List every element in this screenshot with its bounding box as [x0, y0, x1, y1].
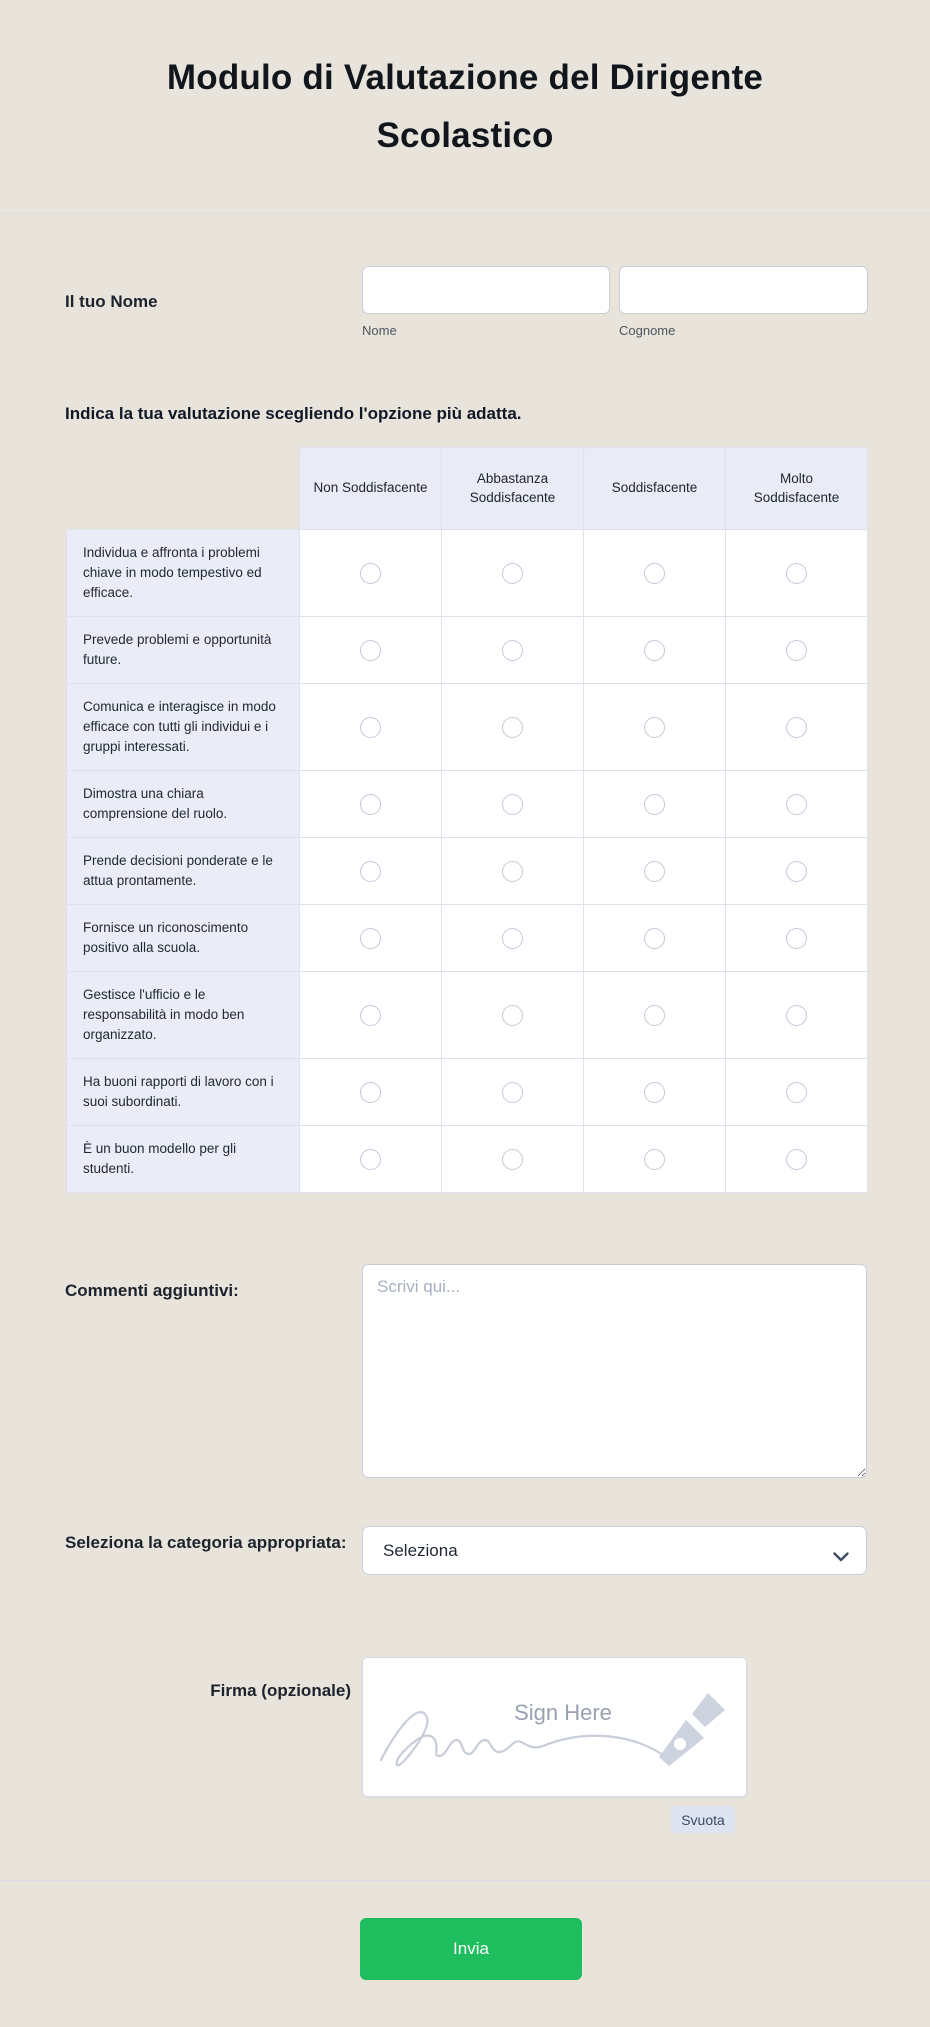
- radio-button[interactable]: [360, 1149, 381, 1170]
- rating-row: [67, 530, 868, 617]
- radio-button[interactable]: [644, 928, 665, 949]
- last-name-input[interactable]: [619, 266, 868, 314]
- rating-radio-cell[interactable]: [442, 905, 584, 972]
- rating-radio-cell[interactable]: [584, 684, 726, 771]
- radio-button[interactable]: [786, 794, 807, 815]
- radio-button[interactable]: [786, 861, 807, 882]
- rating-radio-cell[interactable]: [442, 684, 584, 771]
- chevron-down-icon: [833, 1547, 849, 1567]
- rating-column-header: Molto Soddisfacente: [726, 448, 868, 530]
- rating-radio-cell[interactable]: [442, 771, 584, 838]
- radio-button[interactable]: [502, 1149, 523, 1170]
- rating-radio-cell[interactable]: [726, 771, 868, 838]
- radio-button[interactable]: [502, 794, 523, 815]
- rating-row: [67, 1126, 868, 1193]
- radio-button[interactable]: [502, 717, 523, 738]
- rating-radio-cell[interactable]: [584, 617, 726, 684]
- rating-heading: Indica la tua valutazione scegliendo l'opzione più adatta.: [65, 404, 522, 423]
- rating-column-header: Soddisfacente: [584, 448, 726, 530]
- rating-row: [67, 771, 868, 838]
- rating-row-label: Prevede problemi e opportunità future.: [67, 617, 300, 684]
- submit-button[interactable]: Invia: [360, 1918, 582, 1980]
- rating-row-label: Dimostra una chiara comprensione del ruolo.: [67, 771, 300, 838]
- radio-button[interactable]: [644, 1082, 665, 1103]
- rating-radio-cell[interactable]: [726, 1059, 868, 1126]
- rating-radio-cell[interactable]: [584, 905, 726, 972]
- radio-button[interactable]: [786, 1005, 807, 1026]
- rating-radio-cell[interactable]: [300, 771, 442, 838]
- rating-radio-cell[interactable]: [726, 838, 868, 905]
- radio-button[interactable]: [502, 563, 523, 584]
- radio-button[interactable]: [644, 717, 665, 738]
- category-selected-value: Seleziona: [383, 1540, 458, 1560]
- rating-radio-cell[interactable]: [300, 1059, 442, 1126]
- radio-button[interactable]: [360, 794, 381, 815]
- rating-radio-cell[interactable]: [442, 1059, 584, 1126]
- category-select[interactable]: [362, 1526, 867, 1575]
- rating-row: [67, 838, 868, 905]
- radio-button[interactable]: [360, 1005, 381, 1026]
- radio-button[interactable]: [644, 794, 665, 815]
- rating-row: [67, 1059, 868, 1126]
- rating-row-label: Prende decisioni ponderate e le attua prontamente.: [67, 838, 300, 905]
- radio-button[interactable]: [502, 1005, 523, 1026]
- radio-button[interactable]: [786, 1149, 807, 1170]
- rating-radio-cell[interactable]: [726, 905, 868, 972]
- svuota-clear-button[interactable]: Svuota: [671, 1806, 735, 1833]
- rating-row: [67, 617, 868, 684]
- rating-table: [66, 447, 868, 1193]
- rating-row-label: Individua e affronta i problemi chiave in modo tempestivo ed efficace.: [67, 530, 300, 617]
- radio-button[interactable]: [502, 928, 523, 949]
- rating-radio-cell[interactable]: [300, 684, 442, 771]
- radio-button[interactable]: [360, 928, 381, 949]
- name-inputs: [362, 266, 868, 338]
- last-name-sublabel: Cognome: [619, 323, 676, 338]
- signature-row: [65, 1657, 867, 1797]
- radio-button[interactable]: [786, 640, 807, 661]
- last-name-column: [619, 266, 868, 338]
- rating-radio-cell[interactable]: [442, 838, 584, 905]
- radio-button[interactable]: [360, 563, 381, 584]
- rating-corner-cell: [67, 448, 300, 530]
- radio-button[interactable]: [502, 1082, 523, 1103]
- form-header: [0, 0, 930, 214]
- rating-radio-cell[interactable]: [584, 838, 726, 905]
- first-name-column: [362, 266, 610, 338]
- radio-button[interactable]: [786, 928, 807, 949]
- rating-column-header: Abbastanza Soddisfacente: [442, 448, 584, 530]
- rating-row-label: Fornisce un riconoscimento positivo alla scuola.: [67, 905, 300, 972]
- signature-pad[interactable]: [362, 1657, 747, 1797]
- category-label: Seleziona la categoria appropriata:: [65, 1533, 347, 1552]
- rating-radio-cell[interactable]: [300, 972, 442, 1059]
- rating-radio-cell[interactable]: [584, 530, 726, 617]
- radio-button[interactable]: [786, 717, 807, 738]
- radio-button[interactable]: [360, 1082, 381, 1103]
- rating-row-label: Ha buoni rapporti di lavoro con i suoi subordinati.: [67, 1059, 300, 1126]
- rating-radio-cell[interactable]: [584, 771, 726, 838]
- rating-radio-cell[interactable]: [300, 1126, 442, 1193]
- radio-button[interactable]: [360, 861, 381, 882]
- radio-button[interactable]: [644, 640, 665, 661]
- radio-button[interactable]: [644, 1005, 665, 1026]
- rating-radio-cell[interactable]: [726, 530, 868, 617]
- rating-row-label: Gestisce l'ufficio e le responsabilità in modo ben organizzato.: [67, 972, 300, 1059]
- rating-radio-cell[interactable]: [300, 617, 442, 684]
- rating-radio-cell[interactable]: [584, 972, 726, 1059]
- rating-radio-cell[interactable]: [300, 530, 442, 617]
- rating-radio-cell[interactable]: [442, 617, 584, 684]
- radio-button[interactable]: [644, 563, 665, 584]
- rating-radio-cell[interactable]: [726, 972, 868, 1059]
- rating-radio-cell[interactable]: [584, 1059, 726, 1126]
- rating-row-label: È un buon modello per gli studenti.: [67, 1126, 300, 1193]
- radio-button[interactable]: [360, 717, 381, 738]
- rating-radio-cell[interactable]: [300, 838, 442, 905]
- rating-radio-cell[interactable]: [584, 1126, 726, 1193]
- page-title: Modulo di Valutazione del Dirigente Scolastico: [166, 57, 764, 155]
- name-field-label: Il tuo Nome: [65, 292, 158, 312]
- comments-row: [65, 1264, 867, 1478]
- pen-nib-icon: [659, 1693, 725, 1766]
- first-name-sublabel: Nome: [362, 323, 397, 338]
- rating-radio-cell[interactable]: [726, 617, 868, 684]
- signature-placeholder-graphic: [363, 1658, 748, 1798]
- rating-column-header: Non Soddisfacente: [300, 448, 442, 530]
- name-field-row: [65, 266, 867, 338]
- radio-button[interactable]: [360, 640, 381, 661]
- rating-table-wrap: [66, 447, 867, 1193]
- comments-label: Commenti aggiuntivi:: [65, 1281, 239, 1300]
- signature-label: Firma (opzionale): [210, 1681, 351, 1700]
- radio-button[interactable]: [644, 1149, 665, 1170]
- radio-button[interactable]: [502, 861, 523, 882]
- radio-button[interactable]: [786, 563, 807, 584]
- rating-row: [67, 972, 868, 1059]
- rating-radio-cell[interactable]: [726, 684, 868, 771]
- category-row: [65, 1526, 867, 1575]
- rating-radio-cell[interactable]: [442, 530, 584, 617]
- radio-button[interactable]: [786, 1082, 807, 1103]
- first-name-input[interactable]: [362, 266, 610, 314]
- rating-radio-cell[interactable]: [442, 1126, 584, 1193]
- sign-here-text: Sign Here: [514, 1700, 612, 1725]
- rating-radio-cell[interactable]: [442, 972, 584, 1059]
- rating-radio-cell[interactable]: [300, 905, 442, 972]
- rating-row-label: Comunica e interagisce in modo efficace con tutti gli individui e i gruppi interessati.: [67, 684, 300, 771]
- comments-textarea[interactable]: [362, 1264, 867, 1478]
- radio-button[interactable]: [644, 861, 665, 882]
- rating-row: [67, 905, 868, 972]
- footer-divider: [0, 1880, 930, 1881]
- rating-header-row: [67, 448, 868, 530]
- rating-row: [67, 684, 868, 771]
- rating-radio-cell[interactable]: [726, 1126, 868, 1193]
- radio-button[interactable]: [502, 640, 523, 661]
